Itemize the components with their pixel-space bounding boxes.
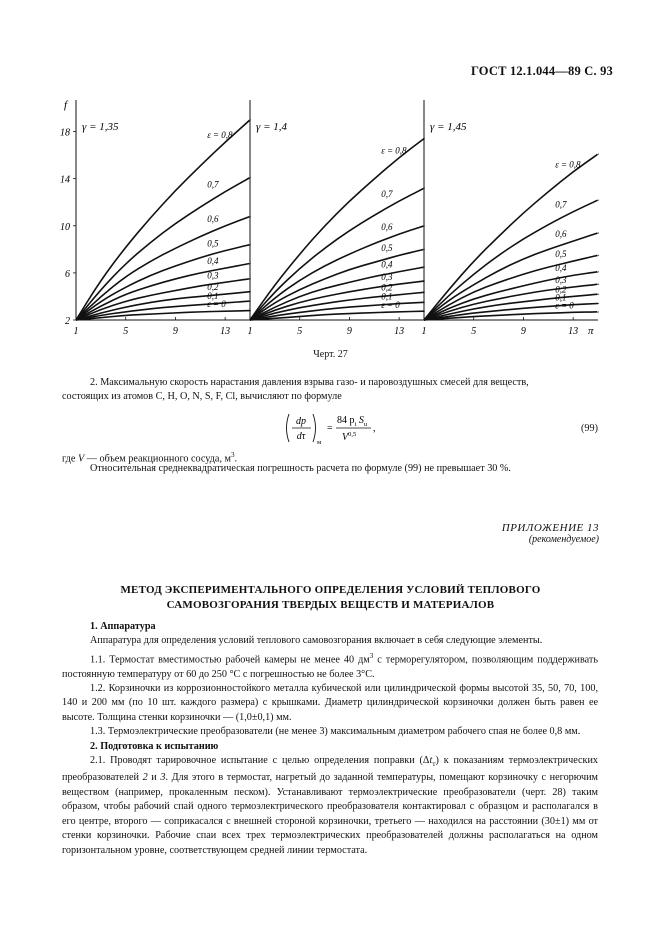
paragraph-2 <box>62 376 598 390</box>
where-variable: V <box>77 453 85 465</box>
series-label: ε = 0,8 <box>207 130 233 141</box>
x-tick-label: 5 <box>471 326 477 337</box>
y-axis-label: f <box>64 99 68 111</box>
appendix-kind: (рекомендуемое) <box>528 534 599 545</box>
series-label: 0,2 <box>555 284 567 295</box>
series-label: 0,6 <box>381 222 393 233</box>
series-label: 0,1 <box>555 292 567 303</box>
series-label: 0,4 <box>555 263 567 274</box>
series-label: ε = 0,8 <box>381 145 407 156</box>
series-line <box>76 120 250 320</box>
formula-lhs-sub: м <box>317 439 322 446</box>
panel-title: γ = 1,35 <box>82 121 119 133</box>
x-tick-label: 13 <box>568 326 579 337</box>
x-tick-label: 1 <box>247 326 253 337</box>
panel-title: γ = 1,4 <box>256 121 288 133</box>
formula-lhs-den: dτ <box>296 431 306 442</box>
series-label: 0,3 <box>207 270 219 281</box>
series-label: 0,7 <box>207 179 219 190</box>
series-label: 0,6 <box>207 213 219 224</box>
formula-99 <box>283 410 383 448</box>
series-label: ε = 0,8 <box>555 159 581 170</box>
y-tick-label: 14 <box>60 174 70 186</box>
section-1 <box>62 620 598 858</box>
series-label: 0,5 <box>207 238 219 249</box>
x-tick-label: 9 <box>346 326 352 337</box>
y-tick-label: 10 <box>60 221 70 233</box>
page-header: ГОСТ 12.1.044—89 С. 93 <box>470 64 613 78</box>
x-tick-label: 9 <box>172 326 178 337</box>
paragraph-1-3: 1.3. Термоэлектрические преобразователи (не менее 3) максимальным диаметром рабочего спая не более 0,8 мм. <box>90 726 581 738</box>
x-axis-label: π <box>588 325 594 337</box>
paragraph-2-1: 2.1. Проводят тарировочное испытание с целью определения поправки $(\Delta t_т)$ к показаниям термоэлектрических преобразователей 2 и 3. Для этого в термостат, нагретый до заданной температуры, помещают корзиночку с негорючим веществом (например, прокаленным песком). Устанавливают термоэлектрические преобразователи (черт. 28) таким образом, чтобы рабочий спай одного термоэлектрического преобразователя контактировал с образцом и располагался в его центре, второго — соприкасался с внешней стороной корзиночки, третьего — находился на расстоянии (30±1) мм от стенки корзиночки. Рабочие спаи всех трех термоэлектрических преобразователей должны располагаться на одном горизонтальном уровне, соответствующем средней линии термостата. <box>62 755 599 856</box>
appendix-title: ПРИЛОЖЕНИЕ 13 <box>501 522 599 534</box>
series-label: 0,2 <box>381 282 393 293</box>
method-title-line2: САМОВОЗГОРАНИЯ ТВЕРДЫХ ВЕЩЕСТВ И МАТЕРИАЛОВ <box>166 598 495 611</box>
series-label: 0,5 <box>381 243 393 254</box>
equation-number: (99) <box>581 423 598 434</box>
y-tick-label: 2 <box>65 316 70 327</box>
y-tick-label: 18 <box>60 127 70 139</box>
panel-title: γ = 1,45 <box>430 121 467 133</box>
series-label: 0,1 <box>207 290 219 301</box>
appendix-label <box>502 522 599 545</box>
paragraph-2-line1: 2. Максимальную скорость нарастания давления взрыва газо- и паровоздушных смесей для веществ, <box>90 377 529 388</box>
x-tick-label: 13 <box>394 326 405 337</box>
formula-rhs-num: 84 $p_i$ $S_u$ <box>337 415 368 428</box>
series-label: ε = 0 <box>207 299 226 310</box>
section-1-intro: Аппаратура для определения условий теплового самовозгорания включает в себя следующие элементы. <box>90 635 543 647</box>
section-2-heading: 2. Подготовка к испытанию <box>90 740 219 752</box>
where-line: где V — объем реакционного сосуда, $м^3$. <box>62 451 238 465</box>
chart-figure-27 <box>46 98 616 348</box>
y-tick-label: 6 <box>65 268 70 280</box>
x-tick-label: 9 <box>520 326 526 337</box>
series-label: 0,7 <box>381 189 393 200</box>
formula-equals: = <box>327 423 333 434</box>
formula-lhs-num: dp <box>296 416 306 427</box>
paragraph-2-cont <box>62 390 598 404</box>
series-label: 0,1 <box>381 291 393 302</box>
formula-tail: , <box>373 423 376 434</box>
method-title <box>0 583 661 612</box>
formula-rhs-den: V$^{0,5}$ <box>342 431 357 443</box>
series-line <box>250 139 424 320</box>
series-label: 0,3 <box>381 272 393 283</box>
series-label: 0,3 <box>555 275 567 286</box>
figure-caption: Черт. 27 <box>313 349 348 360</box>
series-label: 0,2 <box>207 282 219 293</box>
x-tick-label: 1 <box>421 326 427 337</box>
series-label: 0,6 <box>555 229 567 240</box>
paragraph-1-1: 1.1. Термостат вместимостью рабочей камеры не менее 40 $дм^3$ с терморегулятором, позволяющим поддерживать постоянную температуру от 60 до 250 °С с погрешностью не более 3°С. <box>62 651 598 680</box>
section-1-heading: 1. Аппаратура <box>90 621 156 632</box>
series-label: 0,7 <box>555 199 567 210</box>
series-label: 0,4 <box>381 259 393 270</box>
series-label: 0,5 <box>555 249 567 260</box>
series-label: ε = 0 <box>555 300 574 311</box>
x-tick-label: 1 <box>73 326 79 337</box>
x-tick-label: 5 <box>297 326 303 337</box>
series-label: ε = 0 <box>381 299 400 310</box>
x-tick-label: 5 <box>123 326 129 337</box>
paragraph-2-line2: состоящих из атомов С, Н, О, N, S, F, Сl, вычисляют по формуле <box>62 391 342 402</box>
series-label: 0,4 <box>207 256 219 267</box>
error-statement: Относительная среднеквадратическая погрешность расчета по формуле (99) не превышает 30 %. <box>90 463 511 474</box>
x-tick-label: 13 <box>220 326 231 337</box>
method-title-line1: МЕТОД ЭКСПЕРИМЕНТАЛЬНОГО ОПРЕДЕЛЕНИЯ УСЛОВИЙ ТЕПЛОВОГО <box>120 584 541 596</box>
paragraph-1-2: 1.2. Корзиночки из коррозионностойкого металла кубической или цилиндрической формы высотой 35, 50, 70, 100, 140 и 200 мм (по 10 шт. каждого размера) с крышками. Диаметр цилиндрической корзиночки должен быть равен ее высоте. Толщина стенки корзиночки — (1,0±0,1) мм. <box>62 683 598 723</box>
